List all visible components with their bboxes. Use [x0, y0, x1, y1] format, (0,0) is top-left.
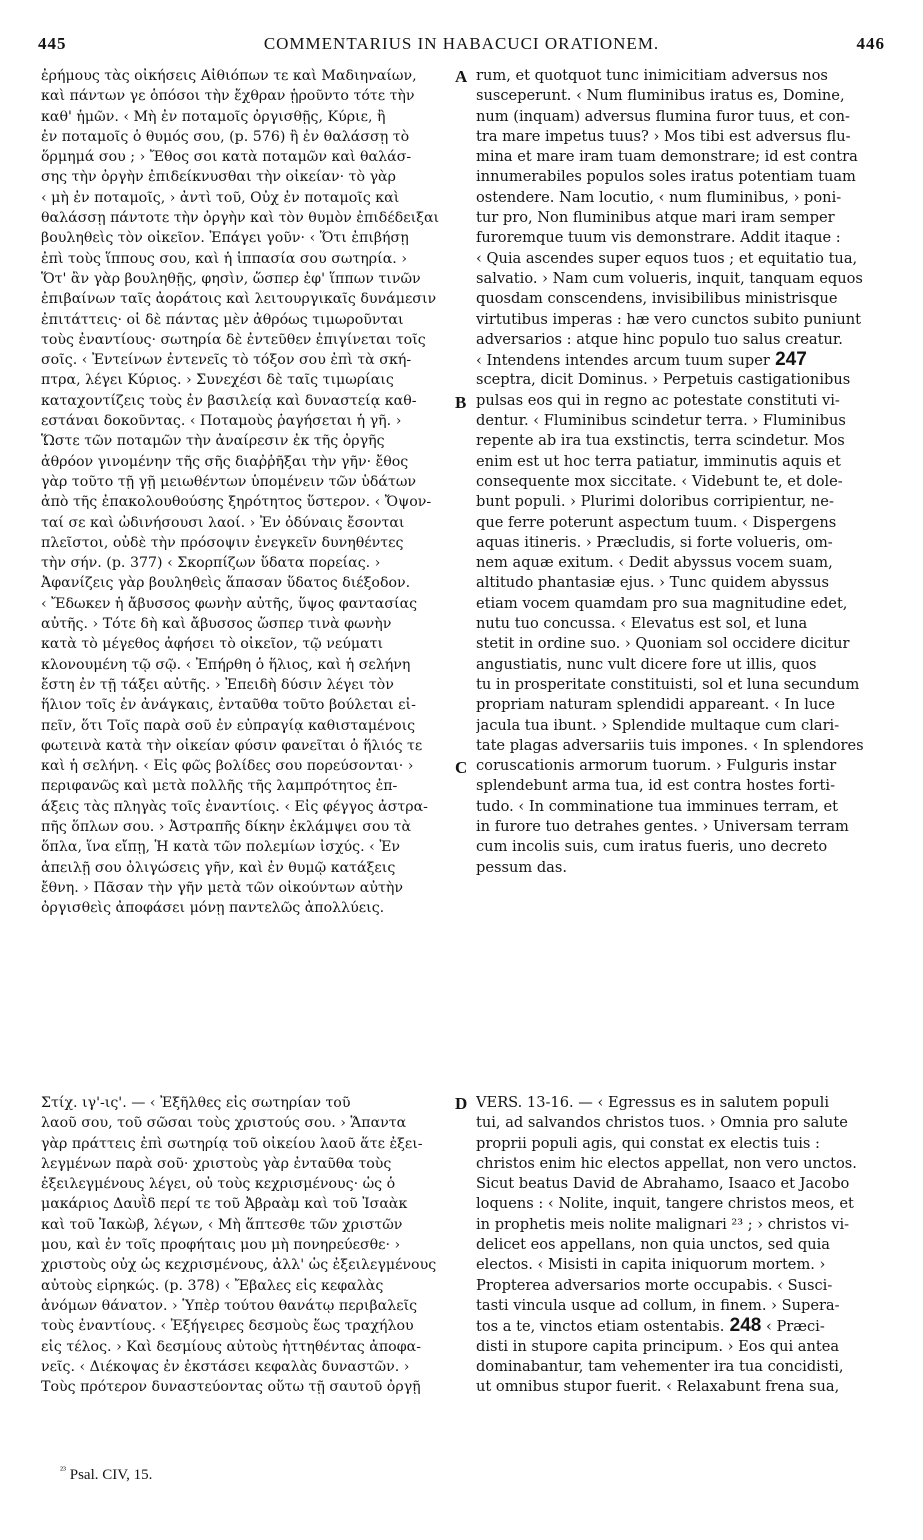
line-text: ὅπλα, ἵνα εἴπῃ, Ἡ κατὰ τῶν πολεμίων ἰσχύς. ‹ Ἐν [41, 839, 401, 856]
text-line [41, 736, 451, 756]
text-line [41, 289, 451, 309]
line-text: καὶ ἡ σελήνη. ‹ Εἰς φῶς βολίδες σου πορεύσονται· › [41, 758, 414, 775]
text-line [476, 776, 888, 796]
line-text: coruscationis armorum tuorum. › Fulguris instar [476, 757, 837, 775]
line-text: disti in stupore capita principum. › Eos qui antea [476, 1337, 840, 1355]
section-marker-a: A [455, 67, 468, 86]
text-line [41, 167, 451, 187]
text-line [41, 858, 451, 878]
text-line [476, 411, 888, 431]
text-line [476, 208, 888, 228]
text-line [476, 655, 888, 675]
text-line [476, 127, 888, 147]
text-line [41, 817, 451, 837]
line-text: καὶ πάντων γε ὁπόσοι τὴν ἔχθραν ᾑροῦντο τότε τὴν [41, 88, 415, 105]
text-line [476, 695, 888, 715]
inline-page-number: 247 [769, 350, 807, 371]
line-text: πεῖν, ὅτι Τοῖς παρὰ σοῦ ἐν εὐπραγίᾳ καθισταμένοις [41, 717, 416, 734]
text-line [476, 1316, 888, 1336]
line-text: ἐν ποταμοῖς ὁ θυμός σου, (p. 576) ἢ ἐν θαλάσσῃ τὸ [41, 128, 410, 145]
text-line [476, 1255, 888, 1275]
text-line [41, 188, 451, 208]
line-text: bunt populi. › Plurimi doloribus corripientur, ne- [476, 493, 834, 511]
text-line [476, 513, 888, 533]
text-line [41, 127, 451, 147]
text-line [41, 1194, 451, 1214]
text-line [476, 1093, 888, 1113]
line-text: πτρα, λέγει Κύριος. › Συνεχέσι δὲ ταῖς τιμωρίαις [41, 372, 394, 389]
line-text: angustiatis, nunc vult dicere fore ut illis, quos [476, 655, 817, 673]
text-line [476, 370, 888, 390]
page-number-right: 446 [856, 34, 885, 53]
text-line [476, 594, 888, 614]
text-line [476, 1215, 888, 1235]
line-text: ἐρήμους τὰς οἰκήσεις Αἰθιόπων τε καὶ Μαδιηναίων, [41, 68, 417, 84]
line-text: ἀνόμων θάνατον. › Ὑπὲρ τούτου θανάτῳ περιβαλεῖς [41, 1297, 418, 1314]
text-line [476, 350, 888, 370]
text-line [41, 776, 451, 796]
line-text: τὴν σήν. (p. 377) ‹ Σκορπίζων ὕδατα πορείας. › [41, 555, 381, 572]
line-text: electos. ‹ Misisti in capita iniquorum mortem. › [476, 1256, 826, 1274]
latin-column-top [476, 66, 888, 878]
footnote-text: Psal. CIV, 15. [66, 1467, 153, 1483]
text-line [476, 634, 888, 654]
text-line [41, 594, 451, 614]
line-text: splendebunt arma tua, id est contra hostes forti- [476, 777, 836, 795]
text-line [476, 1113, 888, 1133]
line-text: propriam naturam splendidi appareant. ‹ In luce [476, 696, 836, 714]
page-number-left: 445 [38, 34, 67, 53]
line-text: φωτεινὰ κατὰ τὴν οἰκείαν φύσιν φανεῖται ὁ ἥλιός τε [41, 737, 423, 754]
footnote-number: ²³ [60, 1465, 66, 1476]
text-line [476, 1134, 888, 1154]
line-text: tate plagas adversariis tuis impones. ‹ In splendores [476, 736, 864, 754]
line-text: σης τὴν ὀργὴν ἐπιδείκνυσθαι τὴν οἰκείαν· τὸ γὰρ [41, 169, 396, 186]
line-text: nem aquæ exitum. ‹ Dedit abyssus vocem suam, [476, 554, 833, 572]
line-text: λαοῦ σου, τοῦ σῶσαι τοὺς χριστούς σου. › Ἅπαντα [41, 1115, 407, 1132]
line-text: καταχοντίζεις τοὺς ἐν βασιλείᾳ καὶ δυναστείᾳ καθ- [41, 392, 417, 409]
text-line [41, 1337, 451, 1357]
text-line [476, 289, 888, 309]
text-line [41, 310, 451, 330]
line-text: Τοὺς πρότερον δυναστεύοντας οὕτω τῇ σαυτοῦ ὀργῇ [41, 1379, 421, 1396]
text-line [476, 614, 888, 634]
text-line [476, 472, 888, 492]
line-text: pessum das. [476, 858, 568, 876]
footnote [60, 1465, 152, 1484]
text-line [41, 1215, 451, 1235]
text-line [476, 716, 888, 736]
line-text: ὅρμημά σου ; › Ἔθος σοι κατὰ ποταμῶν καὶ θαλάσ- [41, 149, 412, 166]
line-text: ‹ μὴ ἐν ποταμοῖς, › ἀντὶ τοῦ, Οὐχ ἐν ποταμοῖς καὶ [41, 189, 400, 206]
line-text: salvatio. › Nam cum volueris, inquit, tanquam equos [476, 269, 863, 287]
text-line [41, 756, 451, 776]
text-line [476, 431, 888, 451]
line-text: dentur. ‹ Fluminibus scindetur terra. › Fluminibus [476, 412, 846, 430]
line-text: ὀργισθεὶς ἀποφάσει μόνῃ παντελῶς ἀπολλύεις. [41, 900, 385, 917]
text-line [476, 573, 888, 593]
line-text: pulsas eos qui in regno ac potestate constituti vi- [476, 391, 840, 409]
line-text: ostendere. Nam locutio, ‹ num fluminibus, › poni- [476, 188, 842, 206]
text-line [476, 533, 888, 553]
line-text: γὰρ πράττεις ἐπὶ σωτηρίᾳ τοῦ οἰκείου λαοῦ ἅτε ἐξει- [41, 1135, 423, 1152]
line-text: tui, ad salvandos christos tuos. › Omnia pro salute [476, 1114, 848, 1132]
line-text: ἔστη ἐν τῇ τάξει αὐτῆς. › Ἐπειδὴ δύσιν λέγει τὸν [41, 676, 394, 693]
text-line [476, 86, 888, 106]
line-text: θαλάσσῃ πάντοτε τὴν ὀργὴν καὶ τὸν θυμὸν ἐπιδέδειξαι [41, 210, 440, 227]
section-marker-b: B [455, 393, 467, 412]
line-text: tasti vincula usque ad collum, in finem. › Supera- [476, 1296, 840, 1314]
line-text: χριστοὺς οὐχ ὡς κεχρισμένους, ἀλλ' ὡς ἐξειλεγμένους [41, 1257, 437, 1274]
line-text: adversarios : atque hinc populo tuo salus creatur. [476, 330, 843, 348]
text-line [476, 858, 888, 878]
line-text: repente ab ira tua exstinctis, terra scindetur. Mos [476, 432, 845, 450]
line-text: proprii populi agis, qui constat ex electis tuis : [476, 1134, 820, 1152]
latin-column-bottom [476, 1093, 888, 1397]
line-text: ἐπιτάττεις· οἱ δὲ πάντας μὲν ἀθρόως τιμωροῦνται [41, 311, 404, 328]
line-text: delicet eos appellans, non quia unctos, sed quia [476, 1236, 830, 1254]
text-line [476, 675, 888, 695]
text-line [41, 249, 451, 269]
text-line [41, 86, 451, 106]
text-line [41, 1296, 451, 1316]
text-line [41, 370, 451, 390]
text-line [41, 797, 451, 817]
line-text: ταί σε καὶ ὠδινήσουσι λαοί. › Ἐν ὀδύναις ἔσονται [41, 514, 405, 531]
text-line [476, 1337, 888, 1357]
text-line [41, 66, 451, 86]
text-line [476, 553, 888, 573]
line-text: cum incolis suis, cum iratus fueris, uno decreto [476, 838, 828, 856]
line-text: furoremque tuum vis demonstrare. Addit itaque : [476, 229, 841, 247]
line-text: ἐπὶ τοὺς ἵππους σου, καὶ ἡ ἱππασία σου σωτηρία. › [41, 250, 407, 267]
line-text: enim est ut hoc terra patiatur, imminutis aquis et [476, 452, 841, 470]
line-text: μου, καὶ ἐν τοῖς προφήταις μου μὴ πονηρεύεσθε· › [41, 1237, 401, 1254]
line-text: altitudo phantasiæ ejus. › Tunc quidem abyssus [476, 574, 830, 592]
section-marker-d: D [455, 1094, 468, 1113]
text-line [41, 1134, 451, 1154]
line-text: ἥλιον τοῖς ἐν ἀνάγκαις, ἐνταῦθα τοῦτο βούλεται εἰ- [41, 697, 416, 714]
line-text: ἀπειλῇ σου ὀλιγώσεις γῆν, καὶ ἐν θυμῷ κατάξεις [41, 859, 396, 876]
text-line [41, 1154, 451, 1174]
text-line [41, 1174, 451, 1194]
line-text: susceperunt. ‹ Num fluminibus iratus es, Domine, [476, 87, 845, 105]
line-text: μακάριος Δαυῒδ περί τε τοῦ Ἀβραὰμ καὶ τοῦ Ἰσαὰκ [41, 1196, 408, 1213]
text-line [41, 533, 451, 553]
text-line [41, 898, 451, 918]
line-text: ‹ Intendens intendes arcum tuum super [476, 352, 770, 370]
text-line [41, 1113, 451, 1133]
line-text: quosdam conscendens, invisibilibus ministrisque [476, 290, 838, 308]
line-text: εστάναι δοκοῦντας. ‹ Ποταμοὺς ῥαγήσεται ἡ γῆ. › [41, 413, 402, 430]
running-title: COMMENTARIUS IN HABACUCI ORATIONEM. [263, 34, 660, 53]
line-text: jacula tua ibunt. › Splendide multaque cum clari- [476, 716, 840, 734]
line-text: etiam vocem quamdam pro sua magnitudine edet, [476, 594, 848, 612]
line-text: VERS. 13-16. — ‹ Egressus es in salutem populi [476, 1094, 830, 1111]
line-text: αὐτοὺς εἰρηκώς. (p. 378) ‹ Ἔβαλες εἰς κεφαλὰς [41, 1277, 384, 1294]
text-line [476, 1235, 888, 1255]
running-header [38, 34, 885, 56]
text-line [476, 228, 888, 248]
line-text: virtutibus imperas : hæ vero cunctos subito puniunt [476, 310, 862, 328]
line-text: Ἀφανίζεις γὰρ βουληθεὶς ἅπασαν ὕδατος διέξοδον. [41, 575, 411, 592]
line-text: κλονουμένη τῷ σῷ. ‹ Ἐπήρθη ὁ ἥλιος, καὶ ἡ σελήνη [41, 656, 411, 673]
line-text: tur pro, Non fluminibus atque mari iram semper [476, 209, 835, 227]
line-text: tudo. ‹ In comminatione tua imminues terram, et [476, 797, 839, 815]
text-line [41, 411, 451, 431]
line-text: ‹ Quia ascendes super equos tuos ; et equitatio tua, [476, 249, 858, 267]
line-text: ‹ Ἔδωκεν ἡ ἄβυσσος φωνὴν αὐτῆς, ὕψος φαντασίας [41, 595, 418, 612]
text-line [41, 553, 451, 573]
line-text: que ferre poterunt aspectum tuum. ‹ Dispergens [476, 513, 837, 531]
text-line [41, 1235, 451, 1255]
line-text: σοῖς. ‹ Ἐντείνων ἐντενεῖς τὸ τόξον σου ἐπὶ τὰ σκή- [41, 352, 412, 369]
line-text: ἀπὸ τῆς ἐπακολουθούσης ξηρότητος ὕστερον. ‹ Ὄψον- [41, 494, 432, 511]
greek-column-bottom [41, 1093, 451, 1397]
text-line [41, 878, 451, 898]
line-text: consequente mox siccitate. ‹ Videbunt te, et dole- [476, 472, 843, 490]
text-line [41, 1255, 451, 1275]
line-text: stetit in ordine suo. › Quoniam sol occidere dicitur [476, 635, 850, 653]
section-marker-c: C [455, 758, 468, 777]
line-text: tra mare impetus tuus? › Mos tibi est adversus flu- [476, 127, 851, 145]
text-line [476, 1296, 888, 1316]
line-text: Propterea adversarios morte occupabis. ‹ Susci- [476, 1276, 833, 1294]
line-text: καὶ τοῦ Ἰακὼβ, λέγων, ‹ Μὴ ἅπτεσθε τῶν χριστῶν [41, 1216, 403, 1233]
text-line [41, 492, 451, 512]
text-line [476, 147, 888, 167]
text-line [41, 228, 451, 248]
line-text: aquas itineris. › Præcludis, si forte volueris, om- [476, 533, 833, 551]
text-line [41, 716, 451, 736]
text-line [476, 756, 888, 776]
line-text: innumerabiles populos soles iratus potentiam tuam [476, 168, 856, 186]
text-line [41, 269, 451, 289]
line-text: περιφανῶς καὶ μετὰ πολλῆς τῆς λαμπρότητος ἐπ- [41, 778, 398, 795]
text-line [41, 391, 451, 411]
text-line [41, 614, 451, 634]
text-line [41, 837, 451, 857]
line-text: αὐτῆς. › Τότε δὴ καὶ ἄβυσσος ὥσπερ τινὰ φωνὴν [41, 616, 392, 633]
text-line [476, 188, 888, 208]
line-text: βουληθεὶς τὸν οἰκεῖον. Ἐπάγει γοῦν· ‹ Ὅτι ἐπιβήσῃ [41, 230, 409, 247]
text-line [476, 492, 888, 512]
line-text: tu in prosperitate constituisti, sol et luna secundum [476, 675, 860, 693]
line-text: ἀθρόον γινομένην τῆς σῆς διαῤῥῆξαι τὴν γῆν· ἔθος [41, 453, 409, 470]
text-line [41, 573, 451, 593]
text-line [41, 107, 451, 127]
line-text: ἐπιβαίνων ταῖς ἀοράτοις καὶ λειτουργικαῖς δυνάμεσιν [41, 291, 437, 308]
line-text: ἐξειλεγμένους λέγει, οὐ τοὺς κεχρισμένους· ὡς ὁ [41, 1176, 396, 1193]
line-text: τοὺς ἐναντίους· σωτηρία δὲ ἐντεῦθεν ἐπιγίνεται τοῖς [41, 331, 426, 348]
text-line [476, 330, 888, 350]
text-line [476, 167, 888, 187]
line-text: Ὥστε τῶν ποταμῶν τὴν ἀναίρεσιν ἐκ τῆς ὀργῆς [41, 433, 385, 450]
text-line [476, 1154, 888, 1174]
text-line [41, 431, 451, 451]
text-line [41, 675, 451, 695]
text-line [476, 269, 888, 289]
line-text: dominabantur, tam vehementer ira tua concidisti, [476, 1357, 844, 1375]
text-line [41, 634, 451, 654]
text-line [41, 350, 451, 370]
text-line [476, 391, 888, 411]
line-text: γὰρ τοῦτο τῇ γῇ μειωθέντων ὑπομένειν τῶν ὑδάτων [41, 473, 417, 490]
line-text: λεγμένων παρὰ σοῦ· χριστοὺς γὰρ ἐνταῦθα τοὺς [41, 1155, 392, 1172]
inline-page-number: 248 [724, 1316, 762, 1337]
line-text: πῆς ὅπλων σου. › Ἀστραπῆς δίκην ἐκλάμψει σου τὰ [41, 818, 412, 835]
greek-column-top [41, 66, 451, 918]
text-line [41, 147, 451, 167]
line-text: άξεις τὰς πληγὰς τοῖς ἐναντίοις. ‹ Εἰς φέγγος ἀστρα- [41, 798, 428, 815]
text-line [476, 310, 888, 330]
text-line [476, 736, 888, 756]
line-text: καθ' ἡμῶν. ‹ Μὴ ἐν ποταμοῖς ὀργισθῇς, Κύριε, ἢ [41, 108, 386, 125]
line-text: christos enim hic electos appellat, non vero unctos. [476, 1154, 857, 1172]
text-line [476, 817, 888, 837]
line-text: Ὅτ' ἂν γὰρ βουληθῇς, φησὶν, ὥσπερ ἐφ' ἵππων τινῶν [41, 270, 421, 287]
line-text: mina et mare iram tuam demonstrare; id est contra [476, 148, 858, 166]
text-line [41, 1377, 451, 1397]
text-line [41, 1276, 451, 1296]
line-text: tos a te, vinctos etiam ostentabis. [476, 1318, 725, 1336]
text-line [476, 797, 888, 817]
line-text: nutu tuo concussa. ‹ Elevatus est sol, et luna [476, 615, 808, 633]
text-line [41, 1316, 451, 1336]
line-text: Στίχ. ιγ'-ις'. — ‹ Ἐξῆλθες εἰς σωτηρίαν τοῦ [41, 1095, 351, 1111]
line-text: τοὺς ἐναντίους. ‹ Ἐξήγειρες δεσμοὺς ἕως τραχήλου [41, 1318, 414, 1335]
text-line [41, 655, 451, 675]
text-line [476, 452, 888, 472]
text-line [41, 1093, 451, 1113]
text-line [41, 472, 451, 492]
text-line [476, 66, 888, 86]
line-text: ut omnibus stupor fuerit. ‹ Relaxabunt frena sua, [476, 1378, 840, 1396]
text-line [476, 1357, 888, 1377]
line-text: κατὰ τὸ μέγεθος ἀφήσει τὸ οἰκεῖον, τῷ νεύματι [41, 636, 384, 653]
text-line [41, 208, 451, 228]
line-text: rum, et quotquot tunc inimicitiam adversus nos [476, 67, 828, 84]
line-text: ἔθνη. › Πᾶσαν τὴν γῆν μετὰ τῶν οἰκούντων αὐτὴν [41, 879, 403, 896]
text-line [476, 249, 888, 269]
line-text: loquens : ‹ Nolite, inquit, tangere christos meos, et [476, 1195, 854, 1213]
text-line [476, 1194, 888, 1214]
text-line [476, 1377, 888, 1397]
text-line [41, 513, 451, 533]
text-line [41, 1357, 451, 1377]
text-line [41, 452, 451, 472]
text-line [476, 1174, 888, 1194]
text-line [476, 107, 888, 127]
text-line [41, 330, 451, 350]
text-line [41, 695, 451, 715]
line-text: in prophetis meis nolite malignari ²³ ; › christos vi- [476, 1215, 850, 1233]
text-line [476, 837, 888, 857]
line-text: εἰς τέλος. › Καὶ δεσμίους αὐτοὺς ἡττηθέντας ἀποφα- [41, 1338, 422, 1355]
text-line [476, 1276, 888, 1296]
line-text: in furore tuo detrahes gentes. › Universam terram [476, 817, 849, 835]
line-text: sceptra, dicit Dominus. › Perpetuis castigationibus [476, 371, 851, 389]
line-text: num (inquam) adversus flumina furor tuus, et con- [476, 107, 850, 125]
line-text: πλεῖστοι, οὐδὲ τὴν πρόσοψιν ἐνεγκεῖν δυνηθέντες [41, 534, 404, 551]
line-text: νεῖς. ‹ Διέκοψας ἐν ἐκστάσει κεφαλὰς δυναστῶν. › [41, 1358, 410, 1375]
line-text: Sicut beatus David de Abrahamo, Isaaco et Jacobo [476, 1175, 850, 1193]
line-text-tail: ‹ Præci- [761, 1318, 825, 1336]
